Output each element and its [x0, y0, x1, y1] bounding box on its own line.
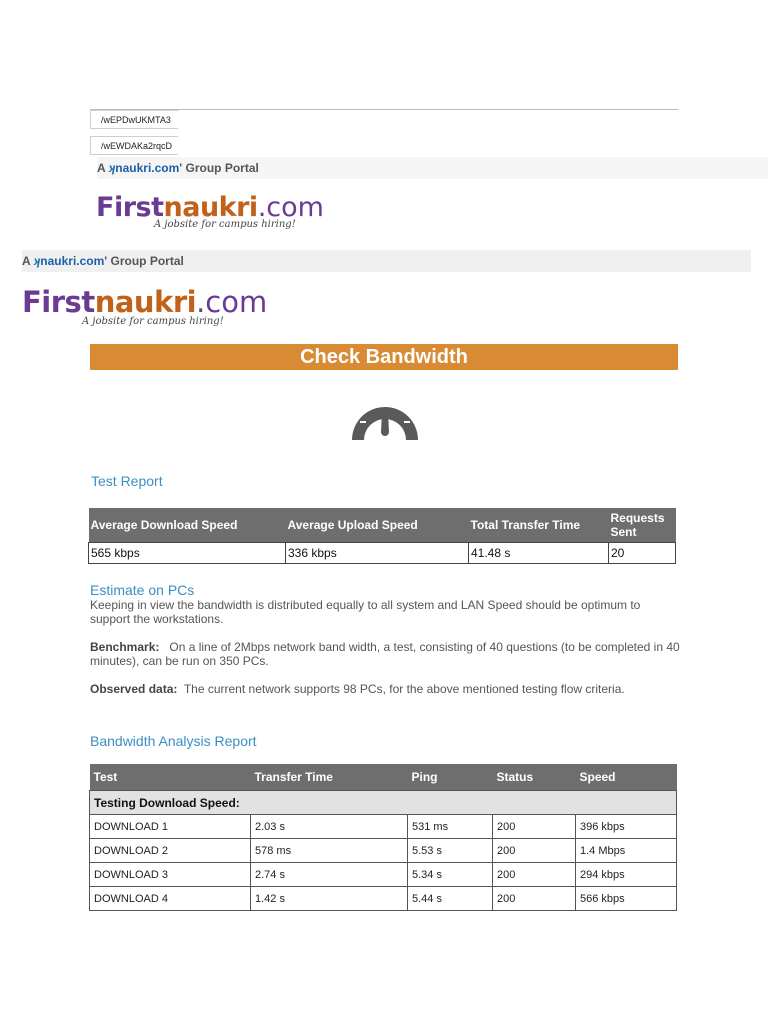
table-row — [90, 839, 677, 863]
logo-dotcom: .com — [257, 192, 324, 223]
portal-tm: ' — [104, 254, 108, 268]
column-header: Status — [493, 764, 576, 791]
portal-suffix: Group Portal — [185, 161, 259, 175]
logo-dotcom: .com — [196, 285, 268, 319]
portal-brand[interactable]: naukri.com — [115, 161, 180, 175]
column-header: Ping — [408, 764, 493, 791]
test-report-heading: Test Report — [91, 473, 163, 489]
benchmark-text: On a line of 2Mbps network band width, a test, consisting of 40 questions (to be completed in 40 minutes), can be run on 350 PCs. — [90, 640, 680, 668]
table-cell: 200 — [493, 839, 576, 863]
table-row — [90, 887, 677, 911]
table-cell: 200 — [493, 863, 576, 887]
table-header-row — [89, 508, 676, 543]
firstnaukri-logo[interactable] — [22, 285, 267, 327]
section-label: Testing Download Speed: — [90, 791, 677, 815]
viewstate-field: /wEPDwUKMTA3 — [90, 110, 178, 129]
portal-tm: ' — [179, 161, 183, 175]
benchmark-paragraph — [90, 640, 680, 668]
table-cell: 200 — [493, 815, 576, 839]
column-header: Average Upload Speed — [286, 508, 469, 543]
logo-first: First — [96, 192, 164, 223]
page-title-banner: Check Bandwidth — [90, 344, 678, 370]
table-cell: 41.48 s — [469, 543, 609, 564]
portal-prefix: A — [97, 161, 106, 175]
table-cell: 2.03 s — [251, 815, 408, 839]
table-cell: DOWNLOAD 3 — [90, 863, 251, 887]
column-header: Transfer Time — [251, 764, 408, 791]
table-cell: 336 kbps — [286, 543, 469, 564]
estimate-heading: Estimate on PCs — [90, 582, 195, 598]
group-portal-strip — [97, 157, 768, 179]
logo-tagline: A jobsite for campus hiring! — [82, 316, 224, 327]
column-header: Total Transfer Time — [469, 508, 609, 543]
logo-naukri: naukri — [163, 192, 258, 223]
table-cell: DOWNLOAD 2 — [90, 839, 251, 863]
table-row — [89, 543, 676, 564]
table-cell: DOWNLOAD 1 — [90, 815, 251, 839]
table-cell: DOWNLOAD 4 — [90, 887, 251, 911]
eventvalidation-field: /wEWDAKa2rqcD — [90, 136, 178, 155]
logo-tagline: A jobsite for campus hiring! — [154, 219, 296, 230]
table-cell: 294 kbps — [576, 863, 677, 887]
portal-brand[interactable]: naukri.com — [40, 254, 105, 268]
table-cell: 566 kbps — [576, 887, 677, 911]
column-header: Requests Sent — [609, 508, 676, 543]
group-portal-strip — [22, 250, 751, 272]
observed-paragraph — [90, 682, 680, 696]
table-cell: 396 kbps — [576, 815, 677, 839]
naukri-mark-icon: ʞ — [33, 254, 41, 268]
naukri-mark-icon: ʞ — [108, 161, 116, 175]
benchmark-label: Benchmark: — [90, 640, 160, 654]
portal-prefix: A — [22, 254, 31, 268]
table-cell: 5.44 s — [408, 887, 493, 911]
observed-text: The current network supports 98 PCs, for the above mentioned testing flow criteria. — [183, 682, 625, 696]
table-cell: 2.74 s — [251, 863, 408, 887]
table-cell: 578 ms — [251, 839, 408, 863]
column-header: Average Download Speed — [89, 508, 286, 543]
column-header: Test — [90, 764, 251, 791]
logo-naukri: naukri — [94, 285, 197, 319]
observed-label: Observed data: — [90, 682, 178, 696]
test-report-table — [88, 508, 676, 564]
table-cell: 565 kbps — [89, 543, 286, 564]
table-row — [90, 815, 677, 839]
table-cell: 531 ms — [408, 815, 493, 839]
table-cell: 20 — [609, 543, 676, 564]
estimate-text: Keeping in view the bandwidth is distributed equally to all system and LAN Speed should be optimum to support the workstations. — [90, 598, 641, 626]
table-cell: 5.34 s — [408, 863, 493, 887]
column-header: Speed — [576, 764, 677, 791]
firstnaukri-logo[interactable] — [96, 192, 324, 230]
speedometer-icon — [349, 382, 421, 442]
table-row — [90, 863, 677, 887]
section-row — [90, 791, 677, 815]
table-cell: 200 — [493, 887, 576, 911]
table-cell: 1.4 Mbps — [576, 839, 677, 863]
analysis-table — [89, 764, 677, 911]
logo-first: First — [22, 285, 95, 319]
portal-suffix: Group Portal — [110, 254, 184, 268]
top-divider — [90, 109, 678, 110]
table-cell: 5.53 s — [408, 839, 493, 863]
table-cell: 1.42 s — [251, 887, 408, 911]
table-header-row — [90, 764, 677, 791]
analysis-heading: Bandwidth Analysis Report — [90, 733, 257, 749]
